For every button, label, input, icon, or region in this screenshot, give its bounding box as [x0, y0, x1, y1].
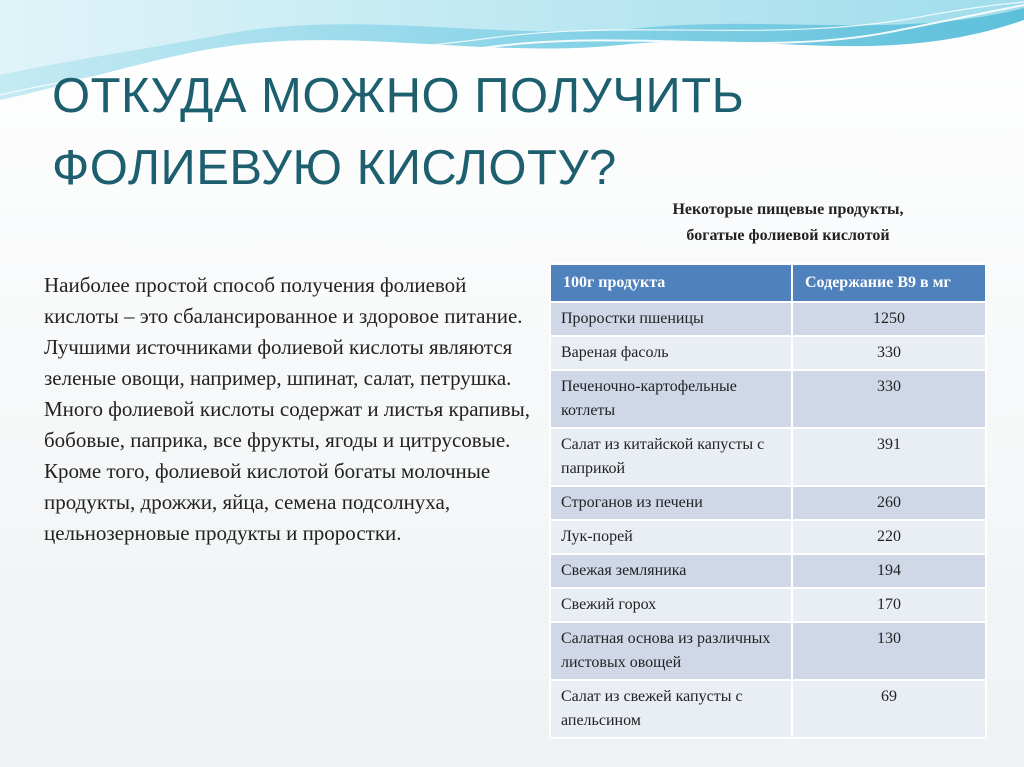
column-header-b9-content: Содержание В9 в мг — [792, 264, 986, 302]
b9-value-cell: 1250 — [792, 302, 986, 336]
slide-title-line-1: ОТКУДА МОЖНО ПОЛУЧИТЬ — [52, 69, 745, 123]
folate-food-table — [549, 263, 987, 739]
table-row — [550, 680, 986, 738]
product-name-cell: Салат из китайской капусты с паприкой — [550, 428, 792, 486]
table-row — [550, 336, 986, 370]
table-row — [550, 302, 986, 336]
product-name-cell: Салат из свежей капусты с апельсином — [550, 680, 792, 738]
table-caption — [598, 197, 978, 249]
b9-value-cell: 330 — [792, 370, 986, 428]
table-row — [550, 622, 986, 680]
table-row — [550, 588, 986, 622]
b9-value-cell: 391 — [792, 428, 986, 486]
table-header-row — [550, 264, 986, 302]
product-name-cell: Свежая земляника — [550, 554, 792, 588]
product-name-cell: Свежий горох — [550, 588, 792, 622]
table-caption-line-2: богатые фолиевой кислотой — [686, 227, 890, 244]
table-row — [550, 370, 986, 428]
product-name-cell: Печеночно-картофельные котлеты — [550, 370, 792, 428]
table-row — [550, 520, 986, 554]
slide-title-line-2: ФОЛИЕВУЮ КИСЛОТУ? — [52, 141, 617, 195]
product-name-cell: Салатная основа из различных листовых овощей — [550, 622, 792, 680]
b9-value-cell: 194 — [792, 554, 986, 588]
column-header-product: 100г продукта — [550, 264, 792, 302]
product-name-cell: Лук-порей — [550, 520, 792, 554]
product-name-cell: Строганов из печени — [550, 486, 792, 520]
table-row — [550, 554, 986, 588]
b9-value-cell: 330 — [792, 336, 986, 370]
b9-value-cell: 130 — [792, 622, 986, 680]
product-name-cell: Проростки пшеницы — [550, 302, 792, 336]
table-caption-line-1: Некоторые пищевые продукты, — [672, 201, 904, 218]
body-paragraph: Наиболее простой способ получения фолиевой кислоты – это сбалансированное и здоровое питание. Лучшими источниками фолиевой кислоты являются зеленые овощи, например, шпинат, салат, петрушка. Много фолиевой кислоты содержат и листья крапивы, бобовые, паприка, все фрукты, ягоды и цитрусовые. Кроме того, фолиевой кислотой богаты молочные продукты, дрожжи, яйца, семена подсолнуха, цельнозерновые продукты и проростки. — [44, 273, 531, 545]
b9-value-cell: 260 — [792, 486, 986, 520]
table-row — [550, 486, 986, 520]
b9-value-cell: 170 — [792, 588, 986, 622]
b9-value-cell: 69 — [792, 680, 986, 738]
product-name-cell: Вареная фасоль — [550, 336, 792, 370]
slide-title — [52, 60, 952, 204]
table-row — [550, 428, 986, 486]
b9-value-cell: 220 — [792, 520, 986, 554]
